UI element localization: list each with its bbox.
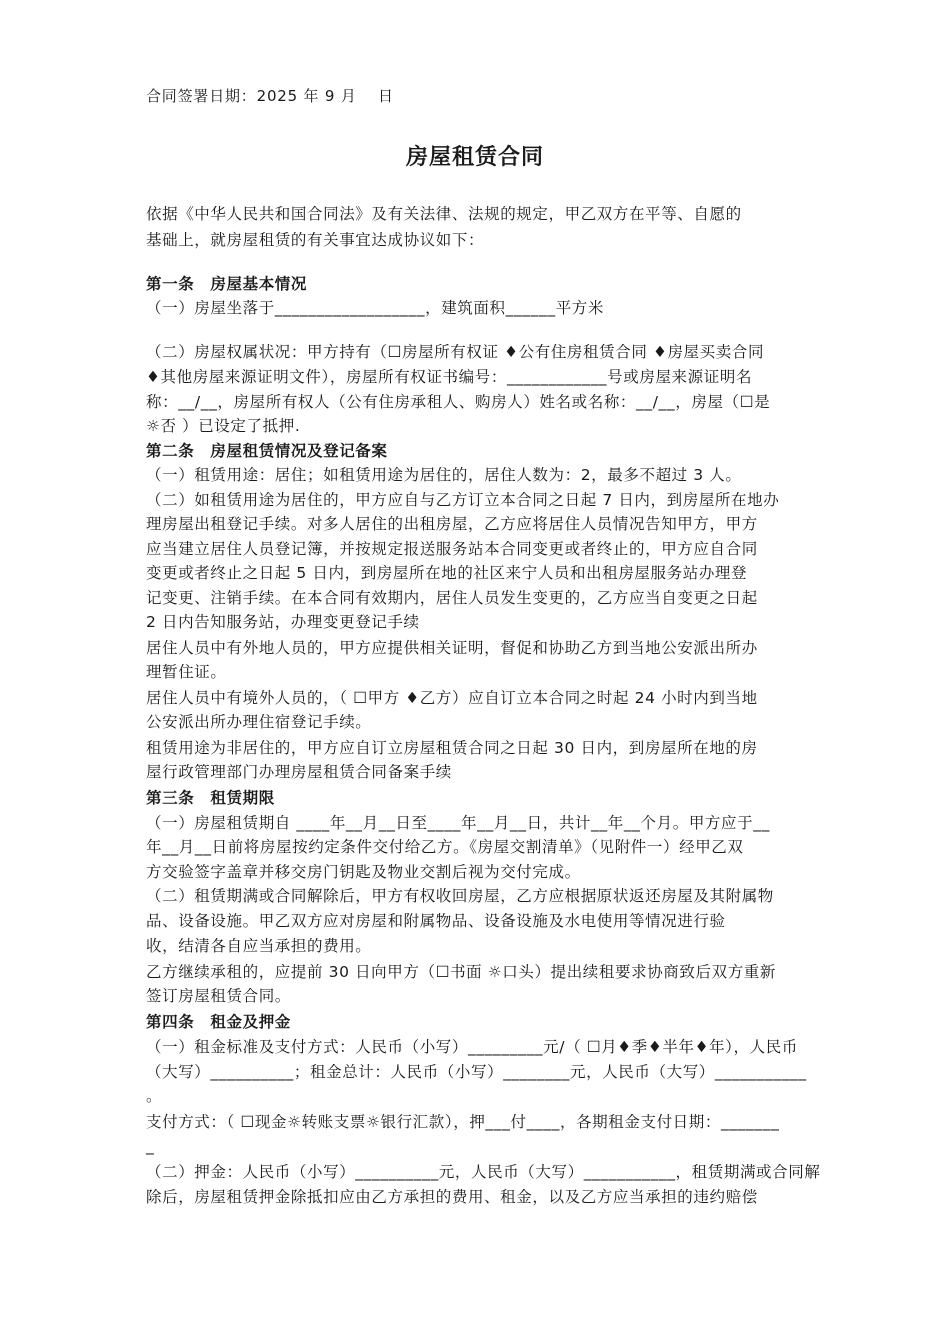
body-line: 。 (146, 1087, 163, 1105)
body-line: 居住人员中有外地人员的，甲方应提供相关证明，督促和协助乙方到当地公安派出所办 (146, 639, 758, 657)
body-line: 称：__/__，房屋所有权人（公有住房承租人、购房人）姓名或名称：__/__，房屋（☐是 (146, 393, 771, 411)
body-line: 支付方式：（ ☐现金☼转账支票☼银行汇款），押___付____，各期租金支付日期：_______ (146, 1113, 780, 1131)
body-line: 年__月__日前将房屋按约定条件交付给乙方。《房屋交割清单》（见附件一）经甲乙双 (146, 838, 744, 856)
body-line: 公安派出所办理住宿登记手续。 (146, 713, 372, 731)
body-line: 收，结清各自应当承担的费用。 (146, 937, 372, 955)
body-line: 理暂住证。 (146, 663, 227, 681)
body-line: 理房屋出租登记手续。对多人居住的出租房屋，乙方应将居住人员情况告知甲方，甲方 (146, 515, 758, 533)
section-heading: 第二条 房屋租赁情况及登记备案 (146, 442, 388, 460)
body-line: 变更或者终止之日起 5 日内，到房屋所在地的社区来宁人员和出租房屋服务站办理登 (146, 564, 748, 582)
body-line: （二）房屋权属状况：甲方持有（☐房屋所有权证 ♦公有住房租赁合同 ♦房屋买卖合同 (146, 343, 765, 361)
body-line: （大写）__________；租金总计：人民币（小写）________元，人民币（大写）___________ (146, 1063, 807, 1081)
intro-line: 依据《中华人民共和国合同法》及有关法律、法规的规定，甲乙双方在平等、自愿的 (146, 205, 742, 223)
body-line: 乙方继续承租的，应提前 30 日向甲方（☐书面 ☼口头）提出续租要求协商致后双方重新 (146, 963, 776, 981)
body-line: 2 日内告知服务站，办理变更登记手续 (146, 613, 420, 631)
body-line: 记变更、注销手续。在本合同有效期内，居住人员发生变更的，乙方应当自变更之日起 (146, 589, 758, 607)
sign-date: 合同签署日期：2025 年 9 月 日 (146, 87, 394, 105)
body-line: 居住人员中有境外人员的，（ ☐甲方 ♦乙方）应自订立本合同之时起 24 小时内到当地 (146, 689, 758, 707)
body-line: 品、设备设施。甲乙双方应对房屋和附属物品、设备设施及水电使用等情况进行验 (146, 912, 726, 930)
body-line: （一）房屋坐落于__________________，建筑面积______平方米 (146, 299, 605, 317)
body-line: 签订房屋租赁合同。 (146, 987, 291, 1005)
body-line: （一）租赁用途：居住；如租赁用途为居住的，居住人数为：2，最多不超过 3 人。 (146, 466, 742, 484)
body-line: 除后，房屋租赁押金除抵扣应由乙方承担的费用、租金，以及乙方应当承担的违约赔偿 (146, 1188, 758, 1206)
body-line: （一）租金标准及支付方式：人民币（小写）_________元/（ ☐月♦季♦半年♦年），人民币 (146, 1038, 798, 1056)
section-heading: 第四条 租金及押金 (146, 1013, 291, 1031)
body-line: （一）房屋租赁期自 ____年__月__日至____年__月__日，共计__年__个月。甲方应于__ (146, 814, 770, 832)
intro-line: 基础上，就房屋租赁的有关事宜达成协议如下： (146, 231, 485, 249)
section-heading: 第一条 房屋基本情况 (146, 275, 308, 293)
body-line: （二）押金：人民币（小写）__________元，人民币（大写）___________，租赁期满或合同解 (146, 1163, 821, 1181)
body-line: ♦其他房屋来源证明文件），房屋所有权证书编号：____________号或房屋来源证明名 (146, 368, 753, 386)
body-line: （二）如租赁用途为居住的，甲方应自与乙方订立本合同之日起 7 日内，到房屋所在地办 (146, 491, 780, 509)
page-title: 房屋租赁合同 (405, 145, 544, 170)
body-line: （二）租赁期满或合同解除后，甲方有权收回房屋，乙方应根据原状返还房屋及其附属物 (146, 887, 774, 905)
body-line: ☼否 ）已设定了抵押. (146, 417, 301, 435)
body-line: 租赁用途为非居住的，甲方应自订立房屋租赁合同之日起 30 日内，到房屋所在地的房 (146, 739, 758, 757)
body-line: _ (146, 1137, 155, 1155)
body-line: 方交验签字盖章并移交房门钥匙及物业交割后视为交付完成。 (146, 863, 581, 881)
body-line: 屋行政管理部门办理房屋租赁合同备案手续 (146, 763, 452, 781)
section-heading: 第三条 租赁期限 (146, 789, 275, 807)
body-line: 应当建立居住人员登记簿，并按规定报送服务站本合同变更或者终止的，甲方应自合同 (146, 540, 758, 558)
